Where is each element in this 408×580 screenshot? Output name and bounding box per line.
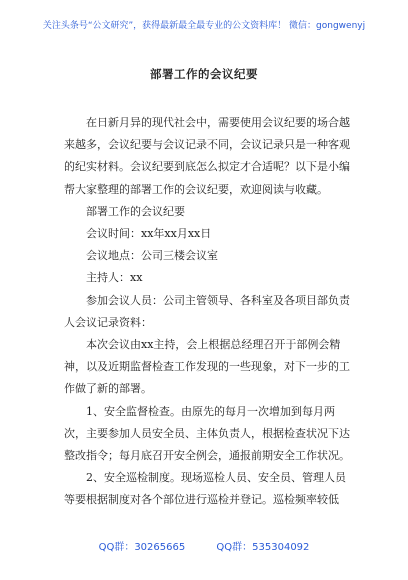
- footer: [0, 538, 408, 553]
- intro-paragraph: 在日新月异的现代社会中，需要使用会议纪要的场合越来越多，会议纪要与会议记录不同，会议记录只是一种客观的纪实材料。会议纪要到底怎么拟定才合适呢？以下是小编帮大家整理的部署工作的会议纪要，欢迎阅读与收藏。: [64, 116, 350, 196]
- item-safety-patrol: 2、安全巡检制度。现场巡检人员、安全员、管理人员等要根据制度对各个部位进行巡检并登记。巡检频率较低: [64, 471, 346, 507]
- header-promo-text: 关注头条号“公文研究”，获得最新最全最专业的公文资料库！ 微信：gongwenyj: [42, 21, 366, 31]
- footer-qq-group-1: QQ群：30265665: [98, 542, 186, 553]
- meeting-summary: 本次会议由xx主持，会上根据总经理召开于部例会精神，以及近期监督检查工作发现的一些现象，对下一步的工作做了新的部署。: [64, 338, 350, 396]
- item-safety-inspection: 1、安全监督检查。由原先的每月一次增加到每月两次，主要参加人员安全员、主体负责人，根据检查状况下达整改指令；每月底召开安全例会，通报前期安全工作状况。: [64, 404, 350, 463]
- meeting-time: 会议时间：xx年xx月xx日: [86, 227, 212, 241]
- meeting-attendees: 参加会议人员：公司主管领导、各科室及各项目部负责人会议记录资料：: [64, 293, 350, 329]
- footer-qq-group-2: QQ群：535304092: [216, 542, 310, 553]
- document-body: [64, 112, 354, 512]
- meeting-location: 会议地点：公司三楼会议室: [86, 249, 218, 263]
- meeting-host: 主持人：xx: [86, 271, 143, 285]
- document-title: 部署工作的会议纪要: [150, 67, 258, 81]
- paragraph-subtitle: 部署工作的会议纪要: [86, 204, 185, 218]
